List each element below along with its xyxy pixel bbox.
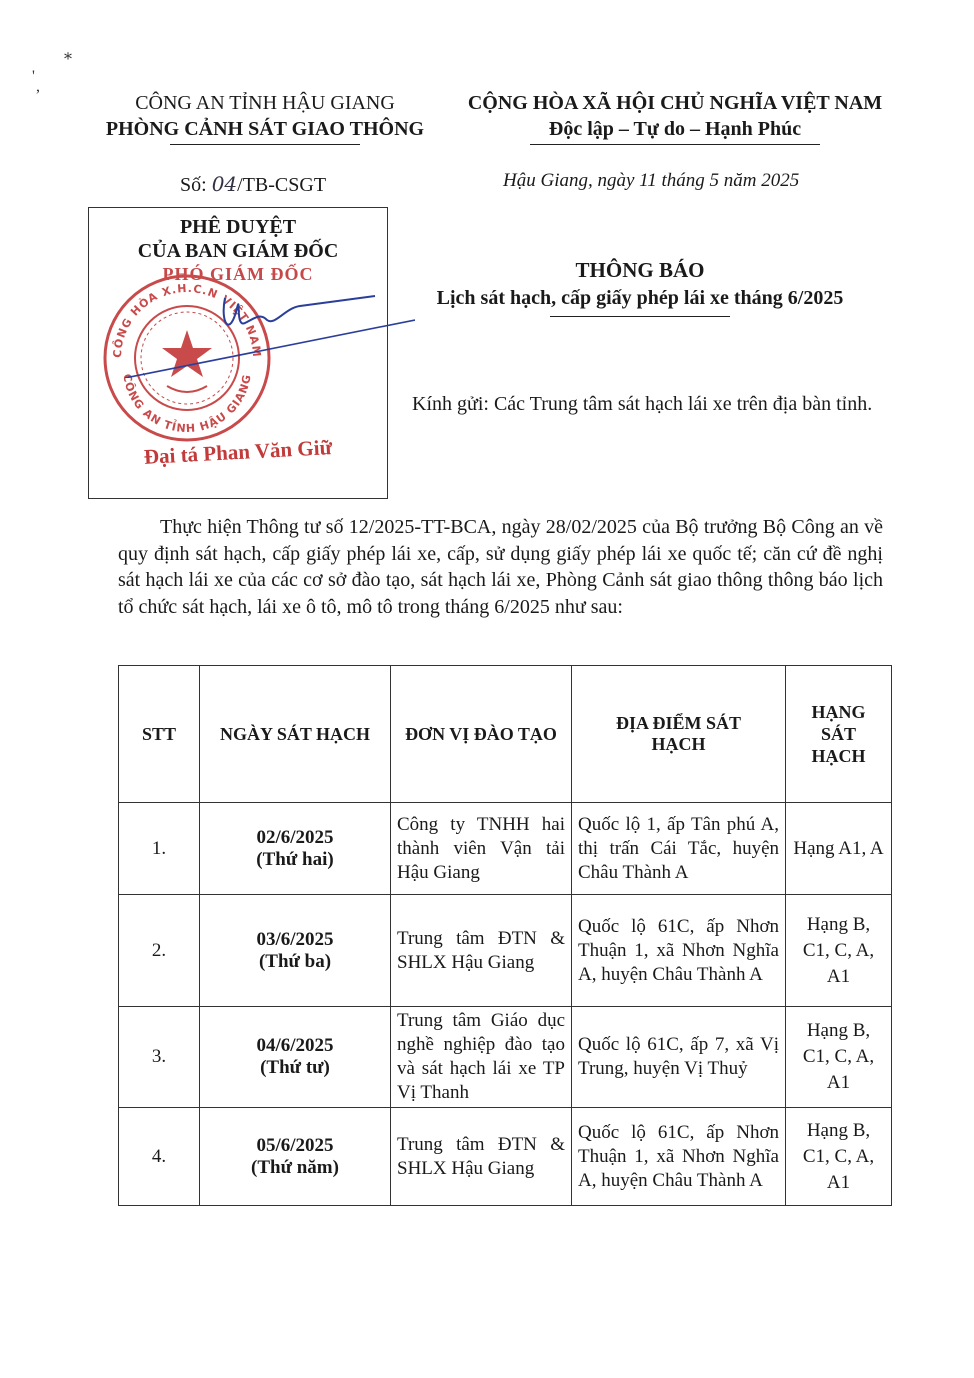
date-value: 03/6/2025 [256, 928, 334, 950]
header-unit: ĐƠN VỊ ĐÀO TẠO [391, 666, 572, 803]
date-value: 02/6/2025 [256, 826, 334, 848]
date-before: Hậu Giang, ngày [503, 170, 635, 191]
cell-stt: 2. [119, 895, 200, 1007]
agency-parent: CÔNG AN TỈNH HẬU GIANG [135, 92, 395, 114]
cell-stt: 3. [119, 1007, 200, 1108]
weekday-value: (Thứ hai) [256, 848, 334, 870]
seal-bottom-text: CÔNG AN TỈNH HẬU GIANG [120, 372, 254, 436]
cell-unit: Công ty TNHH hai thành viên Vận tải Hậu Giang [391, 803, 572, 895]
notice-title [400, 258, 880, 317]
cell-unit: Trung tâm Giáo dục nghề nghiệp đào tạo và sát hạch lái xe TP Vị Thanh [391, 1007, 572, 1108]
title-main: THÔNG BÁO [575, 258, 705, 282]
header-date: NGÀY SÁT HẠCH [200, 666, 391, 803]
cell-place: Quốc lộ 61C, ấp Nhơn Thuận 1, xã Nhơn Nghĩa A, huyện Châu Thành A [572, 895, 786, 1007]
table-row [119, 895, 892, 1007]
cell-date [200, 803, 391, 895]
approval-line2: CỦA BAN GIÁM ĐỐC [137, 240, 339, 262]
cell-stt: 1. [119, 803, 200, 895]
table-row [119, 1108, 892, 1206]
national-motto: Độc lập – Tự do – Hạnh Phúc [548, 118, 802, 140]
corner-mark-icon: , [36, 78, 40, 95]
agency-header [60, 90, 470, 145]
doc-number-suffix: /TB-CSGT [237, 174, 327, 196]
table-header-row [119, 666, 892, 803]
header-place: ĐỊA ĐIỂM SÁT HẠCH [572, 666, 786, 803]
cell-unit: Trung tâm ĐTN & SHLX Hậu Giang [391, 895, 572, 1007]
header-class: HẠNG SÁT HẠCH [786, 666, 892, 803]
cell-date [200, 1108, 391, 1206]
doc-number-prefix: Số: [180, 174, 207, 196]
header-stt: STT [119, 666, 200, 803]
doc-number-value: 04 [211, 172, 238, 196]
national-header [455, 90, 895, 145]
weekday-value: (Thứ năm) [251, 1156, 339, 1178]
motto-underline [530, 144, 820, 145]
corner-mark-icon: ' [32, 68, 35, 85]
cell-place: Quốc lộ 1, ấp Tân phú A, thị trấn Cái Tắc, huyện Châu Thành A [572, 803, 786, 895]
date-value: 05/6/2025 [256, 1134, 334, 1156]
agency-underline [170, 144, 360, 145]
intro-paragraph: Thực hiện Thông tư số 12/2025-TT-BCA, ngày 28/02/2025 của Bộ trưởng Bộ Công an về quy định sát hạch, cấp giấy phép lái xe, cấp, sử dụng giấy phép lái xe quốc tế; căn cứ đề nghị sát hạch lái xe của các cơ sở đào tạo, sát hạch lái xe, Phòng Cảnh sát giao thông thông báo lịch tổ chức sát hạch, lái xe ô tô, mô tô trong tháng 6/2025 như sau: [118, 516, 883, 618]
issue-date [503, 170, 799, 192]
schedule-table [118, 665, 892, 1206]
approval-box [88, 207, 388, 499]
cell-class: Hạng A1, A [786, 803, 892, 895]
agency-name: PHÒNG CẢNH SÁT GIAO THÔNG [105, 118, 425, 140]
cell-date [200, 895, 391, 1007]
cell-place: Quốc lộ 61C, ấp 7, xã Vị Trung, huyện Vị Thuỷ [572, 1007, 786, 1108]
document-number [180, 172, 326, 197]
table-row [119, 803, 892, 895]
approval-line1: PHÊ DUYỆT [179, 216, 297, 238]
signature-icon [85, 268, 415, 378]
date-after: tháng 5 năm 2025 [661, 170, 800, 191]
cell-class: Hạng B, C1, C, A, A1 [786, 1007, 892, 1108]
cell-stt: 4. [119, 1108, 200, 1206]
date-day: 11 [639, 170, 657, 191]
weekday-value: (Thứ ba) [258, 950, 332, 972]
cell-place: Quốc lộ 61C, ấp Nhơn Thuận 1, xã Nhơn Nghĩa A, huyện Châu Thành A [572, 1108, 786, 1206]
recipient: Kính gửi: Các Trung tâm sát hạch lái xe trên địa bàn tỉnh. [412, 393, 873, 415]
cell-class: Hạng B, C1, C, A, A1 [786, 895, 892, 1007]
approval-line3: PHÓ GIÁM ĐỐC [162, 264, 314, 284]
corner-mark-icon: ⁎ [64, 46, 72, 63]
table-row [119, 1007, 892, 1108]
cell-class: Hạng B, C1, C, A, A1 [786, 1108, 892, 1206]
seal-top-text: CÔNG HÒA X.H.C.N VIỆT NAM [110, 281, 264, 359]
signer-name: Đại tá Phan Văn Giữ [143, 435, 333, 469]
country-name: CỘNG HÒA XÃ HỘI CHỦ NGHĨA VIỆT NAM [467, 92, 883, 114]
title-underline [550, 316, 730, 317]
cell-date [200, 1007, 391, 1108]
cell-unit: Trung tâm ĐTN & SHLX Hậu Giang [391, 1108, 572, 1206]
title-sub: Lịch sát hạch, cấp giấy phép lái xe tháng 6/2025 [436, 287, 844, 309]
date-value: 04/6/2025 [256, 1035, 334, 1056]
weekday-value: (Thứ tư) [260, 1057, 330, 1078]
